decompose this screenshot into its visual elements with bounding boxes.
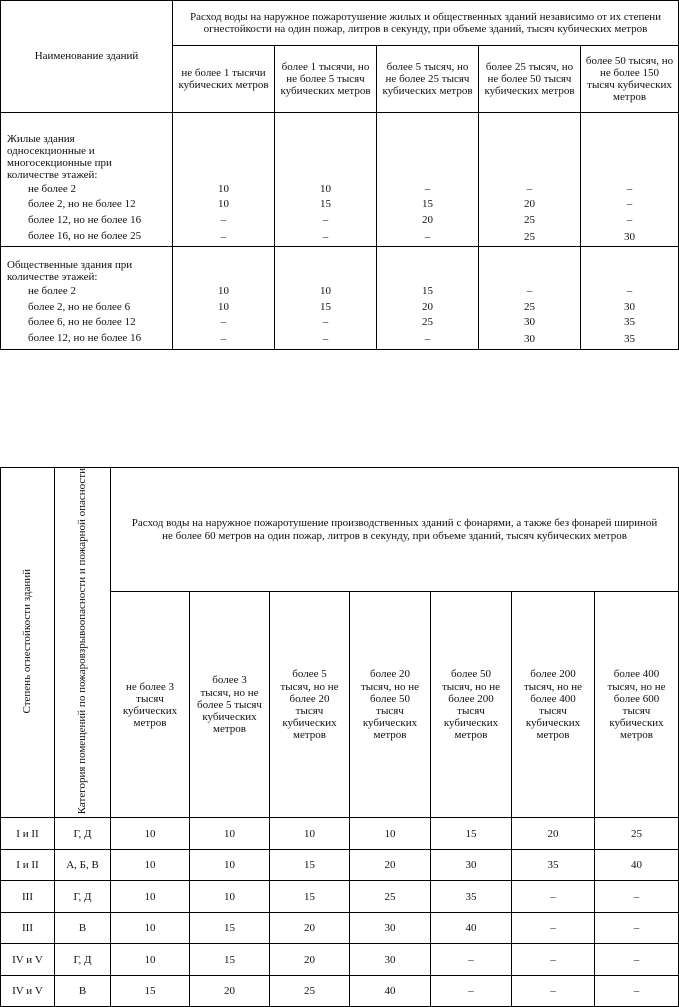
table-cell: 30 xyxy=(479,330,581,349)
table-cell: – xyxy=(595,912,679,944)
table-cell: – xyxy=(479,283,581,299)
table-cell: – xyxy=(595,881,679,913)
table-cell: 10 xyxy=(190,849,270,881)
table-cell: 10 xyxy=(173,197,275,213)
column-header: не более 1 тысячи кубических метров xyxy=(173,46,275,113)
column-header: более 400 тысяч, но не более 600 тысяч кубических метров xyxy=(595,592,679,818)
table-cell: 10 xyxy=(111,849,190,881)
table-row xyxy=(1,818,679,850)
table-cell: 30 xyxy=(350,944,431,976)
table-row xyxy=(1,881,679,913)
table-cell: – xyxy=(275,212,377,228)
table-cell: 10 xyxy=(173,299,275,315)
table-cell: 15 xyxy=(270,849,350,881)
table-cell: 10 xyxy=(111,912,190,944)
degree-cell: III xyxy=(1,881,55,913)
row-label: более 6, но не более 12 xyxy=(1,315,173,331)
table-cell: – xyxy=(377,181,479,197)
table-cell: 15 xyxy=(431,818,512,850)
table-cell: 25 xyxy=(479,212,581,228)
table-cell: – xyxy=(431,975,512,1007)
table-cell: 25 xyxy=(270,975,350,1007)
degree-cell: IV и V xyxy=(1,975,55,1007)
table-cell: 10 xyxy=(111,818,190,850)
table-cell: 15 xyxy=(270,881,350,913)
group-header: Расход воды на наружное пожаротушение производственных зданий с фонарями, а также без фонарей шириной не более 60 метров на один пожар, литров в секунду, при объеме зданий, тысяч кубических метров xyxy=(111,468,679,592)
table-cell: 15 xyxy=(190,944,270,976)
table-cell: – xyxy=(377,330,479,349)
table-cell: – xyxy=(173,212,275,228)
table-cell: 10 xyxy=(173,181,275,197)
group-title-public: Общественные здания при количестве этажей: xyxy=(1,247,173,284)
column-header: более 50 тысяч, но не более 200 тысяч кубических метров xyxy=(431,592,512,818)
table-cell: – xyxy=(479,181,581,197)
table-cell: 30 xyxy=(581,228,679,247)
category-cell: Г, Д xyxy=(55,881,111,913)
name-header: Наименование зданий xyxy=(1,1,173,113)
table-cell: – xyxy=(581,283,679,299)
table-cell: 10 xyxy=(190,818,270,850)
table-cell: 15 xyxy=(377,283,479,299)
row-label: более 12, но не более 16 xyxy=(1,330,173,349)
row-label: не более 2 xyxy=(1,181,173,197)
table-cell: 20 xyxy=(479,197,581,213)
table-cell: 10 xyxy=(190,881,270,913)
table-cell: 10 xyxy=(173,283,275,299)
column-header: более 1 тысячи, но не более 5 тысяч кубических метров xyxy=(275,46,377,113)
table-row xyxy=(1,975,679,1007)
table-cell: – xyxy=(173,330,275,349)
column-header: более 3 тысяч, но не более 5 тысяч кубических метров xyxy=(190,592,270,818)
column-header: более 50 тысяч, но не более 150 тысяч кубических метров xyxy=(581,46,679,113)
table-cell: 35 xyxy=(431,881,512,913)
table-cell: 10 xyxy=(111,944,190,976)
degree-cell: I и II xyxy=(1,849,55,881)
table-cell: – xyxy=(173,315,275,331)
table-cell: 15 xyxy=(190,912,270,944)
table-cell: 30 xyxy=(350,912,431,944)
industrial-water-table xyxy=(0,467,679,1007)
table-cell: – xyxy=(595,975,679,1007)
table-cell: – xyxy=(275,330,377,349)
table-cell: 30 xyxy=(479,315,581,331)
row-label: не более 2 xyxy=(1,283,173,299)
table-cell: 25 xyxy=(479,228,581,247)
table-cell: – xyxy=(512,975,595,1007)
row-label: более 2, но не более 12 xyxy=(1,197,173,213)
table-cell: 20 xyxy=(190,975,270,1007)
column-header: более 25 тысяч, но не более 50 тысяч кубических метров xyxy=(479,46,581,113)
table-cell: 35 xyxy=(512,849,595,881)
group-title-residential: Жилые здания односекционные и многосекционные при количестве этажей: xyxy=(1,113,173,182)
table-cell: 40 xyxy=(431,912,512,944)
table-cell: 40 xyxy=(350,975,431,1007)
table-cell: 20 xyxy=(350,849,431,881)
category-cell: В xyxy=(55,912,111,944)
column-header: более 200 тысяч, но не более 400 тысяч кубических метров xyxy=(512,592,595,818)
table-cell: – xyxy=(512,912,595,944)
table-cell: 20 xyxy=(377,212,479,228)
row-label: более 12, но не более 16 xyxy=(1,212,173,228)
table-cell: 15 xyxy=(377,197,479,213)
table-cell: 35 xyxy=(581,330,679,349)
table-row xyxy=(1,912,679,944)
degree-cell: IV и V xyxy=(1,944,55,976)
column-header: более 20 тысяч, но не более 50 тысяч кубических метров xyxy=(350,592,431,818)
table-cell: 10 xyxy=(270,818,350,850)
table-cell: 20 xyxy=(377,299,479,315)
table-cell: 35 xyxy=(581,315,679,331)
degree-cell: I и II xyxy=(1,818,55,850)
table-cell: 10 xyxy=(275,283,377,299)
table-cell: 15 xyxy=(275,299,377,315)
table-cell: 25 xyxy=(377,315,479,331)
table-cell: 20 xyxy=(270,944,350,976)
group-header: Расход воды на наружное пожаротушение жилых и общественных зданий независимо от их степени огнестойкости на один пожар, литров в секунду, при объеме зданий, тысяч кубических метров xyxy=(173,1,679,46)
degree-cell: III xyxy=(1,912,55,944)
column-header: не более 3 тысяч кубических метров xyxy=(111,592,190,818)
table-row xyxy=(1,849,679,881)
table-cell: 15 xyxy=(275,197,377,213)
table-cell: – xyxy=(581,212,679,228)
table-cell: – xyxy=(512,881,595,913)
table-cell: – xyxy=(581,181,679,197)
table-row xyxy=(1,944,679,976)
category-cell: В xyxy=(55,975,111,1007)
column-header: более 5 тысяч, но не более 25 тысяч кубических метров xyxy=(377,46,479,113)
row-label: более 16, но не более 25 xyxy=(1,228,173,247)
table-cell: 15 xyxy=(111,975,190,1007)
column-header: более 5 тысяч, но не более 20 тысяч кубических метров xyxy=(270,592,350,818)
degree-header: Степень огнестойкости зданий xyxy=(1,468,55,818)
table-cell: 40 xyxy=(595,849,679,881)
table-cell: 10 xyxy=(350,818,431,850)
table-cell: – xyxy=(595,944,679,976)
table-cell: 20 xyxy=(512,818,595,850)
category-header: Категория помещений по пожаровзрывоопасности и пожарной опасности xyxy=(55,468,111,818)
table-cell: 25 xyxy=(479,299,581,315)
table-cell: 20 xyxy=(270,912,350,944)
row-label: более 2, но не более 6 xyxy=(1,299,173,315)
table-cell: – xyxy=(377,228,479,247)
table-cell: 10 xyxy=(111,881,190,913)
table-cell: 25 xyxy=(595,818,679,850)
table-cell: 30 xyxy=(431,849,512,881)
category-cell: А, Б, В xyxy=(55,849,111,881)
category-cell: Г, Д xyxy=(55,944,111,976)
table-cell: 10 xyxy=(275,181,377,197)
table-cell: – xyxy=(581,197,679,213)
table-cell: – xyxy=(431,944,512,976)
residential-public-water-table xyxy=(0,0,679,350)
category-cell: Г, Д xyxy=(55,818,111,850)
table-cell: – xyxy=(173,228,275,247)
table-cell: 30 xyxy=(581,299,679,315)
table-cell: 25 xyxy=(350,881,431,913)
table-cell: – xyxy=(275,315,377,331)
table-cell: – xyxy=(512,944,595,976)
table-cell: – xyxy=(275,228,377,247)
